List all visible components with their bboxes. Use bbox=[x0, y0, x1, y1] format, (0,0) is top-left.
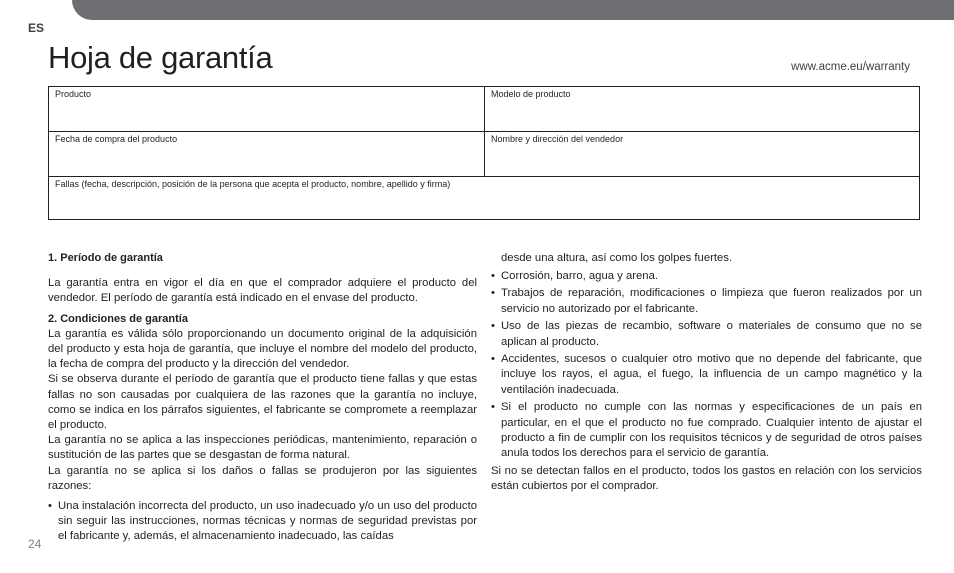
warranty-url: www.acme.eu/warranty bbox=[791, 61, 910, 73]
section-2-paragraph-2: Si se observa durante el período de garantía que el producto tiene fallas y que estas fallas no son causadas por cualquiera de las razones que la garantía no incluye, como se indica en los párrafos siguientes, el fabricante se compromete a reemplazar el producto. bbox=[48, 373, 477, 432]
exclusion-item: • Accidentes, sucesos o cualquier otro motivo que no depende del fabricante, que incluye los rayos, el agua, el fuego, la influencia de un campo magnético y la ventilación inadecuada. bbox=[491, 352, 922, 398]
purchase-date-label: Fecha de compra del producto bbox=[55, 134, 178, 144]
seller-label: Nombre y dirección del vendedor bbox=[491, 134, 624, 144]
product-label: Producto bbox=[55, 89, 92, 99]
product-field[interactable] bbox=[49, 87, 485, 132]
page-title: Hoja de garantía bbox=[48, 40, 273, 75]
model-label: Modelo de producto bbox=[491, 89, 571, 99]
exclusion-item: • Si el producto no cumple con las normas y especificaciones de un país en particular, en el que el producto no fue comprado. Cualquier intento de ajustar el producto a fin de cumplir con los requisitos técnicos y de seguridad de otros países anula todos los derechos para el servicio de garantía. bbox=[491, 400, 922, 461]
faults-label: Fallas (fecha, descripción, posición de la persona que acepta el producto, nombre, apellido y firma) bbox=[55, 179, 451, 189]
warranty-form bbox=[48, 86, 920, 220]
exclusion-item: • Corrosión, barro, agua y arena. bbox=[491, 269, 922, 284]
exclusion-item: • Uso de las piezas de recambio, software o materiales de consumo que no se aplican al producto. bbox=[491, 319, 922, 349]
purchase-date-field[interactable] bbox=[49, 132, 485, 177]
exclusion-item: • Una instalación incorrecta del producto, un uso inadecuado y/o un uso del producto sin seguir las instrucciones, normas técnicas y normas de seguridad previstas por el fabricante y, además, el almacenamiento inadecuado, las caídas bbox=[48, 499, 477, 545]
section-1-paragraph: La garantía entra en vigor el día en que el comprador adquiere el producto del vendedor. El período de garantía está indicado en el envase del producto. bbox=[48, 277, 477, 305]
section-2-heading: 2. Condiciones de garantía bbox=[48, 312, 188, 325]
left-column bbox=[48, 251, 477, 547]
exclusions-list-right bbox=[491, 269, 922, 461]
top-decorative-band bbox=[72, 0, 954, 20]
model-field[interactable] bbox=[485, 87, 919, 132]
seller-field[interactable] bbox=[485, 132, 919, 177]
closing-paragraph: Si no se detectan fallos en el producto, todos los gastos en relación con los servicios están cubiertos por el comprador. bbox=[491, 464, 922, 492]
section-2-paragraph-3: La garantía no se aplica a las inspecciones periódicas, mantenimiento, reparación o sustitución de las partes que se desgastan de forma natural. bbox=[48, 434, 477, 462]
page-number: 24 bbox=[28, 537, 42, 551]
section-2-paragraph-1: La garantía es válida sólo proporcionando un documento original de la adquisición del producto y esta hoja de garantía, que incluye el nombre del modelo del producto, la fecha de compra del producto y la dirección del vendedor. bbox=[48, 327, 477, 371]
faults-field[interactable] bbox=[49, 177, 919, 219]
language-tag: ES bbox=[28, 21, 45, 35]
exclusion-item-continuation: desde una altura, así como los golpes fuertes. bbox=[501, 252, 733, 264]
section-1-heading: 1. Período de garantía bbox=[48, 252, 163, 264]
exclusions-list-left bbox=[48, 499, 477, 545]
right-column bbox=[491, 251, 922, 494]
exclusion-item: • Trabajos de reparación, modificaciones o limpieza que fueron realizados por un servicio no autorizado por el fabricante. bbox=[491, 286, 922, 316]
section-2-paragraph-4: La garantía no se aplica si los daños o fallas se produjeron por las siguientes razones: bbox=[48, 464, 477, 492]
